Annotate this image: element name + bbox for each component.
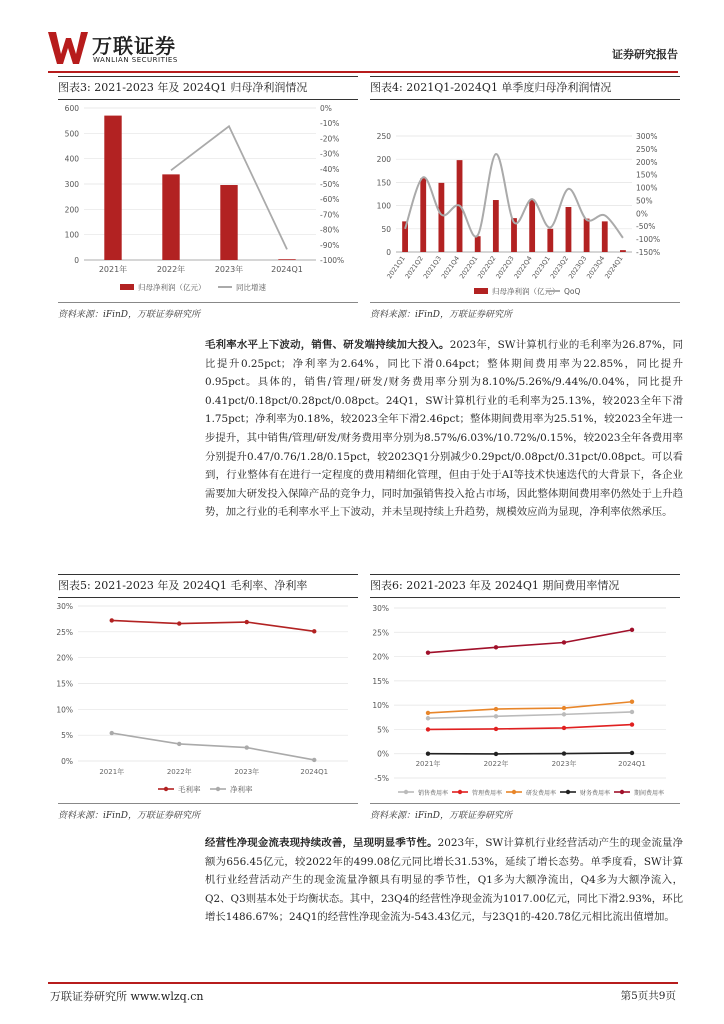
bar-2022Q4 [529,200,535,252]
y-tick-label: 10% [372,701,389,711]
x-tick-label: 2024Q1 [300,768,329,776]
y-tick-label: 30% [372,604,389,613]
point-财务费用率-2024Q1 [630,751,634,755]
point-期间费用率-2022年 [494,645,498,649]
point-期间费用率-2024Q1 [630,628,634,632]
bar-2023Q2 [566,207,572,252]
y-right-tick-label: -70% [320,210,340,220]
y-right-tick-label: 50% [636,196,653,206]
legend-label-期间费用率: 期间费用率 [634,790,665,797]
legend-marker-管理费用率 [458,790,462,794]
bar-2021年 [104,116,121,260]
x-tick-label: 2022Q3 [494,254,516,281]
y-right-tick-label: -50% [320,180,340,189]
figure-6-title: 图表6: 2021-2023 年及 2024Q1 期间费用率情况 [370,574,680,598]
x-tick-label: 2021Q2 [403,254,425,281]
point-毛利率-2021年 [110,618,114,622]
bar-2023年 [220,185,237,260]
x-tick-label: 2022Q1 [457,254,480,281]
x-tick-label: 2022年 [156,265,186,274]
series-line-研发费用率 [428,702,632,713]
legend-label-bar: 归母净利润（亿元） [138,283,206,292]
point-期间费用率-2023年 [562,640,566,644]
x-tick-label: 2023年 [234,768,260,776]
legend-marker-期间费用率 [620,790,624,794]
logo-cn-text: 万联证券 [92,34,176,58]
bar-2023Q3 [584,219,590,252]
y-left-tick-label: 0 [74,256,79,265]
figure-6-source-divider [370,803,680,804]
x-tick-label: 2024Q1 [618,760,646,768]
series-line-财务费用率 [428,753,632,754]
bar-2024Q1 [278,259,295,260]
logo-en-text: WANLIAN SECURITIES [93,56,178,64]
x-tick-label: 2023Q4 [585,254,607,281]
paragraph-1-heading: 毛利率水平上下波动，销售、研发端持续加大投入。 [205,339,450,351]
point-毛利率-2022年 [177,621,181,625]
series-line-销售费用率 [428,712,632,718]
legend-marker-毛利率 [164,787,168,791]
point-净利率-2023年 [245,745,249,749]
paragraph-margin-cost [205,336,683,522]
y-tick-label: 0% [61,757,73,766]
y-right-tick-label: -100% [320,256,345,265]
legend-marker-销售费用率 [404,790,408,794]
point-财务费用率-2023年 [562,751,566,755]
legend-swatch-bar [120,284,134,290]
point-销售费用率-2024Q1 [630,710,634,714]
figure-6-chart [370,598,680,798]
wanlian-logo-icon [48,30,88,66]
figure-4-source: 资料来源：iFinD，万联证券研究所 [370,310,513,320]
bar-2021Q2 [420,178,426,252]
legend-label-财务费用率: 财务费用率 [580,790,611,797]
point-研发费用率-2021年 [426,711,430,715]
point-净利率-2021年 [110,731,114,735]
x-tick-label: 2021年 [98,265,128,274]
figure-3-title: 图表3: 2021-2023 年及 2024Q1 归母净利润情况 [58,76,358,100]
x-tick-label: 2022Q4 [512,254,534,281]
x-tick-label: 2024Q1 [603,254,625,281]
legend-label-销售费用率: 销售费用率 [418,790,449,797]
page-header [48,28,678,72]
bar-2021Q3 [438,183,444,252]
y-tick-label: -5% [374,774,389,783]
y-right-tick-label: -60% [320,195,340,205]
series-line-净利率 [112,733,315,760]
x-tick-label: 2021Q1 [385,254,407,281]
point-财务费用率-2022年 [494,752,498,756]
legend-label-line: QoQ [564,287,581,296]
y-right-tick-label: -30% [320,149,340,159]
figure-3-source-divider [58,302,358,303]
x-tick-label: 2023Q1 [530,254,552,281]
legend-label-研发费用率: 研发费用率 [526,790,557,797]
y-right-tick-label: -80% [320,225,340,235]
x-tick-label: 2023年 [551,760,577,768]
y-right-tick-label: 300% [636,132,658,141]
bar-2022年 [162,174,179,260]
x-tick-label: 2023年 [214,265,244,274]
footer-company: 万联证券研究所 www.wlzq.cn [50,990,204,1003]
legend-marker-财务费用率 [566,790,570,794]
figure-5-source: 资料来源：iFinD，万联证券研究所 [58,811,201,821]
legend-label-line: 同比增速 [236,283,266,292]
figure-4-source-divider [370,302,680,303]
y-left-tick-label: 50 [381,224,391,234]
figure-5-source-divider [58,803,358,804]
y-right-tick-label: 150% [636,170,658,180]
y-tick-label: 5% [61,731,73,741]
legend-marker-研发费用率 [512,790,516,794]
y-left-tick-label: 500 [64,129,79,139]
paragraph-1-body: 2023年，SW计算机行业的毛利率为26.87%，同比提升0.25pct；净利率为2.64%，同比下滑0.64pct；整体期间费用率为22.85%，同比提升0.95pct。具体的，销售/管理/研发/财务费用率分别为8.10%/5.26%/9.44%/0.04%，同比提升0.41pct/0.18pct/0.28pct/0.08pct。24Q1，SW计算机行业的毛利率为25.13%，较2023全年下滑1.75pct；净利率为0.18%，较2023全年下滑2.46pct；整体期间费用率为25.51%，较2023全年进一步提升，其中销售/管理/研发/财务费用率分别为8.57%/6.03%/10.72%/0.15%，较2023全年各费用率分别提升0.47/0.76/1.28/0.15pct，较2023Q1分别减少0.29pct/0.08pct/0.31pct/0.08pct。可以看到，行业整体有在进行一定程度的费用精细化管理，但由于处于AI等技术快速迭代的大背景下，各企业需要加大研发投入保障产品的竞争力，同时加强销售投入抢占市场，因此整体期间费用率仍然处于上升趋势，加之行业的毛利率水平上下波动，并未呈现持续上升趋势，规模效应尚为显现，净利率依然承压。 [205,339,684,519]
bar-2023Q1 [547,229,553,252]
paragraph-2-heading: 经营性净现金流表现持续改善，呈现明显季节性。 [205,837,438,849]
legend-label-bar: 归母净利润（亿元） [492,287,560,296]
report-type-label: 证券研究报告 [612,48,678,61]
y-tick-label: 15% [372,676,389,686]
legend-label-净利率: 净利率 [230,785,253,794]
point-期间费用率-2021年 [426,650,430,654]
y-left-tick-label: 200 [376,155,391,165]
point-管理费用率-2024Q1 [630,722,634,726]
x-tick-label: 2023Q3 [566,254,589,281]
y-tick-label: 20% [372,652,389,662]
y-tick-label: 20% [56,653,73,663]
bar-2022Q2 [493,200,499,252]
figure-5-chart [58,598,358,798]
y-right-tick-label: 100% [636,183,658,193]
point-管理费用率-2023年 [562,726,566,730]
x-tick-label: 2021Q3 [421,254,444,281]
y-right-tick-label: 0% [636,209,648,219]
footer-page-number: 第5页共9页 [620,990,676,1002]
figure-3-chart [58,100,358,298]
y-left-tick-label: 100 [64,230,79,240]
point-毛利率-2024Q1 [312,629,316,633]
y-left-tick-label: 100 [376,201,391,211]
series-line-毛利率 [112,620,315,631]
x-tick-label: 2022Q2 [476,254,498,281]
point-毛利率-2023年 [245,620,249,624]
x-tick-label: 2022年 [483,760,509,768]
point-研发费用率-2022年 [494,707,498,711]
y-right-tick-label: -10% [320,119,340,129]
paragraph-cash-flow [205,834,683,927]
x-tick-label: 2022年 [166,768,192,776]
y-tick-label: 10% [56,705,73,715]
point-销售费用率-2023年 [562,712,566,716]
point-管理费用率-2021年 [426,727,430,731]
figure-5-title: 图表5: 2021-2023 年及 2024Q1 毛利率、净利率 [58,574,358,598]
bar-2022Q1 [475,236,481,252]
y-left-tick-label: 400 [64,154,79,164]
y-right-tick-label: -40% [320,164,340,174]
series-line-期间费用率 [428,630,632,653]
legend-label-管理费用率: 管理费用率 [472,790,503,797]
footer-divider [48,982,678,984]
y-tick-label: 25% [372,628,389,638]
x-tick-label: 2021年 [415,760,441,768]
x-tick-label: 2023Q2 [548,254,571,281]
point-净利率-2024Q1 [312,758,316,762]
y-left-tick-label: 0 [386,248,391,257]
figure-6-source: 资料来源：iFinD，万联证券研究所 [370,811,513,821]
x-tick-label: 2021年 [99,768,125,776]
y-tick-label: 15% [56,679,73,689]
y-right-tick-label: 250% [636,144,658,154]
point-研发费用率-2023年 [562,706,566,710]
bar-2023Q4 [602,221,608,252]
point-管理费用率-2022年 [494,727,498,731]
figure-3-source: 资料来源：iFinD，万联证券研究所 [58,310,201,320]
point-财务费用率-2021年 [426,752,430,756]
y-right-tick-label: -50% [636,222,656,232]
x-tick-label: 2021Q4 [439,254,462,281]
point-研发费用率-2024Q1 [630,700,634,704]
y-left-tick-label: 600 [64,104,79,113]
legend-label-毛利率: 毛利率 [178,785,201,794]
y-right-tick-label: -20% [320,134,340,144]
y-tick-label: 5% [377,725,389,735]
y-right-tick-label: -100% [636,235,661,245]
y-right-tick-label: -150% [636,248,661,257]
y-tick-label: 0% [377,749,389,759]
x-tick-label: 2024Q1 [271,265,303,274]
point-净利率-2022年 [177,742,181,746]
y-left-tick-label: 200 [64,205,79,215]
paragraph-2-body: 2023年，SW计算机行业经营活动产生的现金流量净额为656.45亿元，较2022年的499.08亿元同比增长31.53%，延续了增长态势。单季度看，SW计算机行业经营活动产生的现金流量净额具有明显的季节性，Q1多为大额净流出，Q4多为大额净流入，Q2、Q3则基本处于均衡状态。其中，23Q4的经营性净现金流为1017.00亿元，同比下滑2.93%，环比增长1486.67%；24Q1的经营性净现金流为-543.43亿元，与23Q1的-420.78亿元相比流出值增加。 [205,837,684,924]
y-right-tick-label: 200% [636,157,658,167]
y-right-tick-label: 0% [320,104,332,113]
legend-swatch-bar [474,288,488,294]
figure-4-title: 图表4: 2021Q1-2024Q1 单季度归母净利润情况 [370,76,680,100]
y-right-tick-label: -90% [320,240,340,250]
point-销售费用率-2022年 [494,714,498,718]
y-left-tick-label: 300 [64,180,79,189]
header-divider [48,71,678,73]
y-tick-label: 30% [56,602,73,611]
y-left-tick-label: 250 [376,132,391,141]
legend-marker-净利率 [216,787,220,791]
y-left-tick-label: 150 [376,178,391,188]
y-tick-label: 25% [56,627,73,637]
series-line-管理费用率 [428,725,632,730]
bar-2024Q1 [620,250,626,252]
point-销售费用率-2021年 [426,716,430,720]
figure-4-chart [370,100,680,298]
